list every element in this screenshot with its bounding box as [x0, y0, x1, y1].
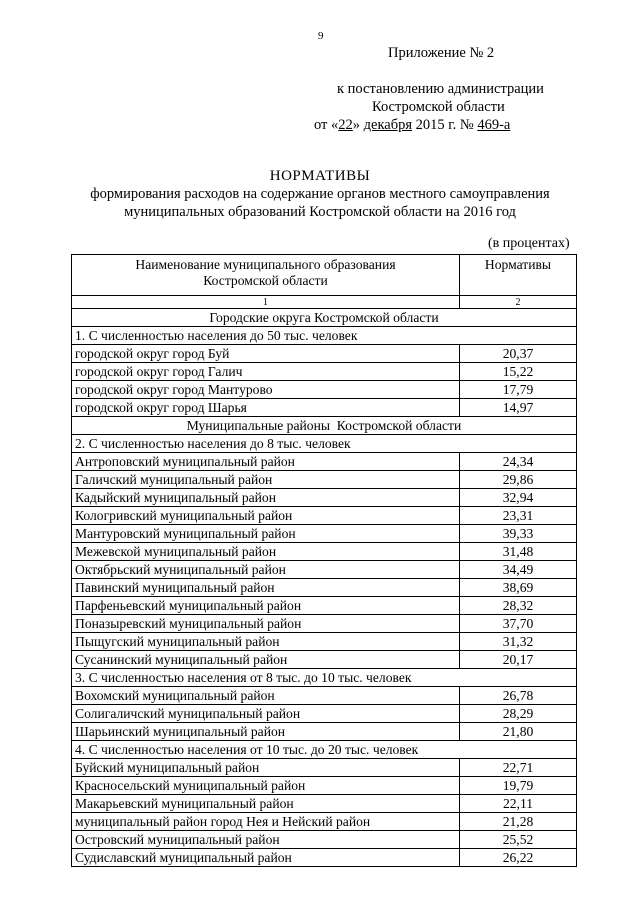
row-name: Межевской муниципальный район — [72, 543, 460, 561]
section-row-city-districts — [72, 309, 577, 327]
header-value-cell: Нормативы — [460, 255, 577, 296]
row-name: городской округ город Шарья — [72, 399, 460, 417]
row-value: 20,17 — [460, 651, 577, 669]
row-name: муниципальный район город Нея и Нейский район — [72, 813, 460, 831]
group-row-2 — [72, 435, 577, 453]
date-day: 22 — [338, 117, 353, 133]
row-value: 21,28 — [460, 813, 577, 831]
group-heading: 1. С численностью населения до 50 тыс. человек — [72, 327, 577, 345]
row-name: Солигаличский муниципальный район — [72, 705, 460, 723]
resolution-number: 469-а — [477, 117, 511, 133]
table-row — [72, 849, 577, 867]
document-subtitle-line-2: муниципальных образований Костромской области на 2016 год — [124, 204, 516, 220]
date-month: декабря — [363, 117, 413, 133]
norms-table-body — [72, 255, 577, 867]
row-value: 32,94 — [460, 489, 577, 507]
row-name: городской округ город Буй — [72, 345, 460, 363]
row-value: 14,97 — [460, 399, 577, 417]
group-heading: 4. С численностью населения от 10 тыс. до 20 тыс. человек — [72, 741, 577, 759]
row-name: Парфеньевский муниципальный район — [72, 597, 460, 615]
date-separator: » — [352, 117, 364, 133]
row-name: Кологривский муниципальный район — [72, 507, 460, 525]
row-name: Островский муниципальный район — [72, 831, 460, 849]
row-name: Антроповский муниципальный район — [72, 453, 460, 471]
table-row — [72, 543, 577, 561]
row-value: 28,32 — [460, 597, 577, 615]
row-value: 25,52 — [460, 831, 577, 849]
section-heading: Муниципальные районы Костромской области — [72, 417, 577, 435]
table-row — [72, 399, 577, 417]
table-row — [72, 471, 577, 489]
row-value: 19,79 — [460, 777, 577, 795]
row-name: Октябрьский муниципальный район — [72, 561, 460, 579]
group-row-4 — [72, 741, 577, 759]
table-row — [72, 597, 577, 615]
table-row — [72, 363, 577, 381]
row-name: Мантуровский муниципальный район — [72, 525, 460, 543]
row-name: Макарьевский муниципальный район — [72, 795, 460, 813]
row-name: Красносельский муниципальный район — [72, 777, 460, 795]
group-row-1 — [72, 327, 577, 345]
table-row — [72, 777, 577, 795]
section-row-municipal-districts — [72, 417, 577, 435]
row-name: Вохомский муниципальный район — [72, 687, 460, 705]
table-row — [72, 489, 577, 507]
table-row — [72, 345, 577, 363]
row-value: 23,31 — [460, 507, 577, 525]
date-year: 2015 г. № — [412, 117, 478, 133]
row-name: Сусанинский муниципальный район — [72, 651, 460, 669]
table-row — [72, 381, 577, 399]
group-heading: 3. С численностью населения от 8 тыс. до 10 тыс. человек — [72, 669, 577, 687]
row-value: 24,34 — [460, 453, 577, 471]
resolution-line-2: Костромской области — [372, 99, 505, 115]
table-row — [72, 615, 577, 633]
units-note: (в процентах) — [488, 236, 570, 251]
table-row — [72, 723, 577, 741]
row-value: 26,22 — [460, 849, 577, 867]
group-heading: 2. С численностью населения до 8 тыс. человек — [72, 435, 577, 453]
column-number-1: 1 — [72, 296, 460, 309]
column-number-row — [72, 296, 577, 309]
appendix-title: Приложение № 2 — [388, 45, 495, 61]
table-row — [72, 633, 577, 651]
document-subtitle-line-1: формирования расходов на содержание органов местного самоуправления — [90, 186, 550, 202]
table-row — [72, 651, 577, 669]
row-value: 31,48 — [460, 543, 577, 561]
row-value: 22,71 — [460, 759, 577, 777]
resolution-date-line — [314, 116, 510, 134]
row-value: 26,78 — [460, 687, 577, 705]
section-heading: Городские округа Костромской области — [72, 309, 577, 327]
row-name: Кадыйский муниципальный район — [72, 489, 460, 507]
table-row — [72, 759, 577, 777]
row-value: 34,49 — [460, 561, 577, 579]
header-name-cell: Наименование муниципального образования Костромской области — [72, 255, 460, 296]
table-row — [72, 579, 577, 597]
row-name: Поназыревский муниципальный район — [72, 615, 460, 633]
row-value: 28,29 — [460, 705, 577, 723]
row-value: 15,22 — [460, 363, 577, 381]
table-row — [72, 813, 577, 831]
table-row — [72, 705, 577, 723]
row-name: Шарьинский муниципальный район — [72, 723, 460, 741]
table-header-row — [72, 255, 577, 296]
group-row-3 — [72, 669, 577, 687]
column-number-2: 2 — [460, 296, 577, 309]
row-value: 31,32 — [460, 633, 577, 651]
table-row — [72, 453, 577, 471]
table-row — [72, 795, 577, 813]
table-row — [72, 687, 577, 705]
row-value: 29,86 — [460, 471, 577, 489]
table-row — [72, 507, 577, 525]
table-row — [72, 525, 577, 543]
row-name: городской округ город Галич — [72, 363, 460, 381]
row-name: Галичский муниципальный район — [72, 471, 460, 489]
row-name: Судиславский муниципальный район — [72, 849, 460, 867]
row-value: 38,69 — [460, 579, 577, 597]
date-prefix: от « — [314, 117, 339, 133]
row-value: 22,11 — [460, 795, 577, 813]
page-number: 9 — [318, 30, 324, 42]
norms-table — [71, 254, 577, 867]
row-name: Пыщугский муниципальный район — [72, 633, 460, 651]
row-value: 20,37 — [460, 345, 577, 363]
row-name: Буйский муниципальный район — [72, 759, 460, 777]
row-name: Павинский муниципальный район — [72, 579, 460, 597]
row-value: 17,79 — [460, 381, 577, 399]
row-value: 39,33 — [460, 525, 577, 543]
table-row — [72, 831, 577, 849]
table-row — [72, 561, 577, 579]
row-value: 37,70 — [460, 615, 577, 633]
row-name: городской округ город Мантурово — [72, 381, 460, 399]
row-value: 21,80 — [460, 723, 577, 741]
resolution-line-1: к постановлению администрации — [337, 81, 544, 97]
document-title: НОРМАТИВЫ — [269, 168, 371, 184]
